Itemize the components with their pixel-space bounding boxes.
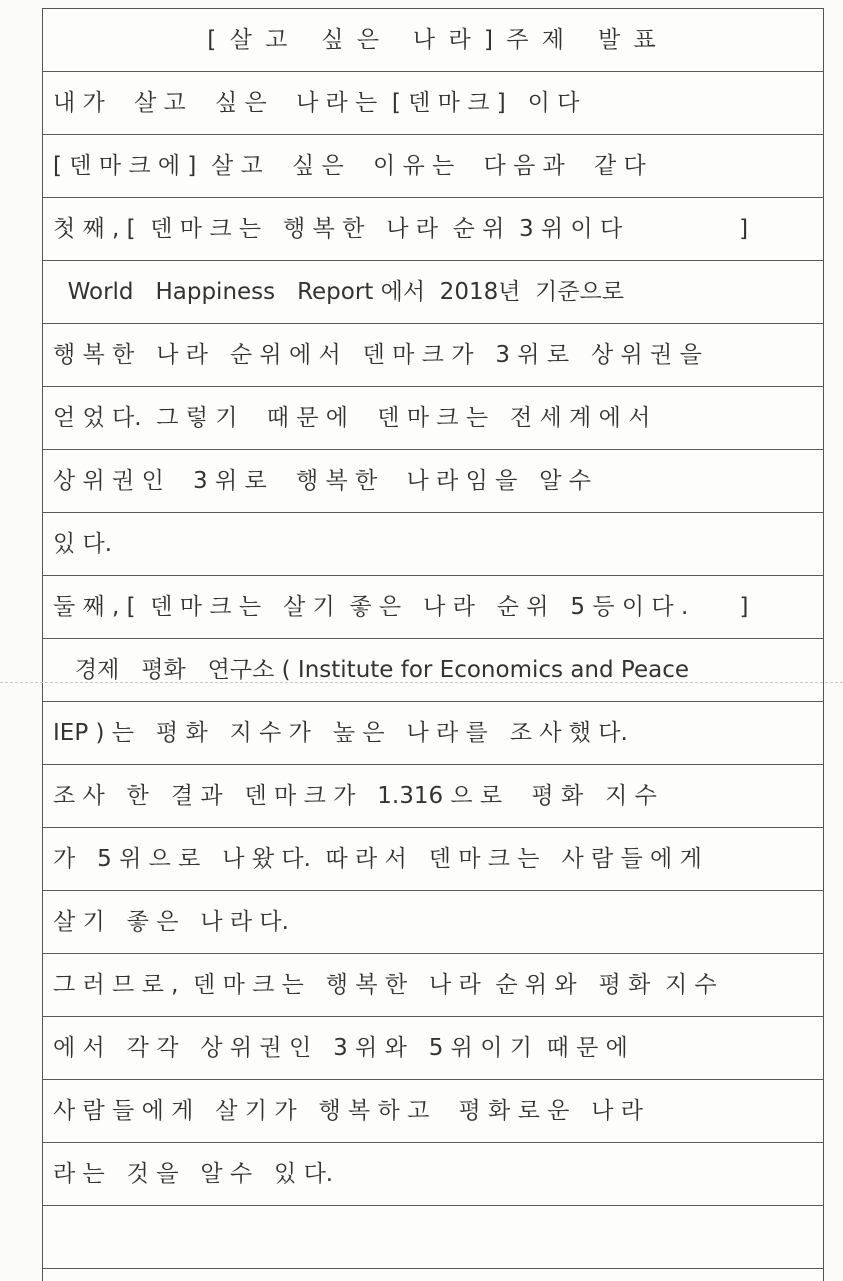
text-line	[43, 765, 823, 828]
line-text: 내 가 살 고 싶 은 나 라 는 [ 덴 마 크 ] 이 다	[53, 90, 580, 116]
text-line	[43, 72, 823, 135]
line-text: World Happiness Report 에서 2018년 기준으로	[53, 279, 624, 305]
text-line	[43, 513, 823, 576]
line-text: 사 람 들 에 게 살 기 가 행 복 하 고 평 화 로 운 나 라	[53, 1098, 644, 1124]
line-text: 얻 었 다. 그 렇 기 때 문 에 덴 마 크 는 전 세 계 에 서	[53, 405, 651, 431]
text-line	[43, 639, 823, 702]
text-line	[43, 135, 823, 198]
text-line	[43, 1206, 823, 1269]
line-text: 경제 평화 연구소 ( Institute for Economics and Peace	[53, 657, 689, 683]
paper-fold-line	[0, 682, 843, 683]
line-text: IEP ) 는 평 화 지 수 가 높 은 나 라 를 조 사 했 다.	[53, 720, 628, 746]
text-line	[43, 1080, 823, 1143]
text-line	[43, 450, 823, 513]
line-text: 살 기 좋 은 나 라 다.	[53, 909, 289, 935]
line-text: 있 다.	[53, 531, 113, 557]
line-text: 상 위 권 인 3 위 로 행 복 한 나 라 임 을 알 수	[53, 468, 591, 494]
text-line	[43, 324, 823, 387]
title-text: [ 살 고 싶 은 나 라 ] 주 제 발 표	[207, 27, 659, 53]
text-line	[43, 1017, 823, 1080]
line-text: 가 5 위 으 로 나 왔 다. 따 라 서 덴 마 크 는 사 람 들 에 게	[53, 846, 702, 872]
line-text: 그 러 므 로 , 덴 마 크 는 행 복 한 나 라 순 위 와 평 화 지 수	[53, 972, 717, 998]
text-line	[43, 1143, 823, 1206]
text-line	[43, 576, 823, 639]
line-text: 행 복 한 나 라 순 위 에 서 덴 마 크 가 3 위 로 상 위 권 을	[53, 342, 702, 368]
line-text: 첫 째 , [ 덴 마 크 는 행 복 한 나 라 순 위 3 위 이 다 ]	[53, 216, 749, 242]
line-text: 라 는 것 을 알 수 있 다.	[53, 1161, 334, 1187]
text-line	[43, 828, 823, 891]
text-line	[43, 891, 823, 954]
text-line	[43, 954, 823, 1017]
text-line	[43, 387, 823, 450]
line-text: [ 덴 마 크 에 ] 살 고 싶 은 이 유 는 다 음 과 같 다	[53, 153, 646, 179]
line-text: 둘 째 , [ 덴 마 크 는 살 기 좋 은 나 라 순 위 5 등 이 다 . ]	[53, 594, 749, 620]
manuscript-sheet	[42, 8, 824, 1281]
title-line	[43, 9, 823, 72]
line-text: 조 사 한 결 과 덴 마 크 가 1.316 으 로 평 화 지 수	[53, 783, 657, 809]
text-line	[43, 198, 823, 261]
line-text: 에 서 각 각 상 위 권 인 3 위 와 5 위 이 기 때 문 에	[53, 1035, 628, 1061]
text-line	[43, 702, 823, 765]
text-line	[43, 261, 823, 324]
